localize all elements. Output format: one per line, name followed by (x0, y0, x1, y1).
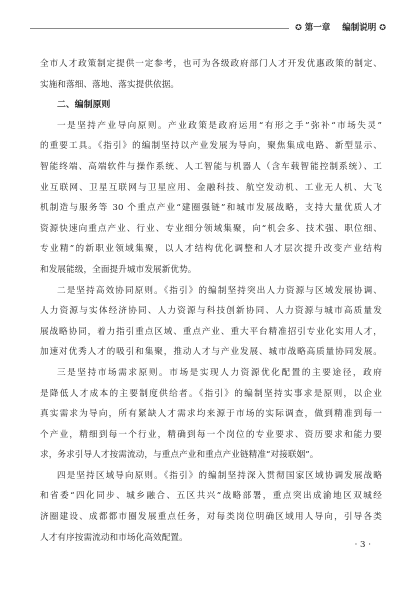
paragraph-line: 的重要工具。《指引》的编制坚持以产业发展为导向，聚焦集成电路、新型显示、 (40, 141, 382, 152)
paragraph-line: 业互联网、卫星互联网与卫星应用、金融科技、航空发动机、工业无人机、大飞 (40, 182, 382, 193)
diamond-bullet-icon: ✪ (295, 23, 302, 32)
paragraph-line: 机制造与服务等 30 个重点产业“建圈强链”和城市发展战略，支持大量优质人才 (40, 203, 382, 214)
paragraph-line: 二是坚持高效协同原则。《指引》的编制坚持突出人力资源与区域发展协调、 (57, 285, 382, 296)
paragraph-line: 人才有序按需流动和市场化高效配置。 (40, 532, 188, 543)
paragraph-line: 一是坚持产业导向原则。产业政策是政府运用“有形之手”弥补“市场失灵” (57, 120, 382, 131)
paragraph-line: 展战略协同，着力指引重点区域、重点产业、重大平台精准招引专业化实用人才， (40, 326, 382, 337)
paragraph-line: 求，务求引导人才按需流动，与重点产业和重点产业链精准“对接联姻”。 (40, 450, 319, 461)
paragraph-line: 专业精”的新职业领域集聚，以人才结构优化调整和人才层次提升改变产业结构 (40, 244, 382, 255)
paragraph-line: 真实需求为导向，所有紧缺人才需求均来源于市场的实际调查，做到精准到每一 (40, 409, 382, 420)
paragraph-line: 是降低人才成本的主要制度供给者。《指引》的编制坚持实事求是原则，以企业 (40, 388, 382, 399)
paragraph-line: 个产业，精细到每一个行业，精确到每一个岗位的专业要求、资历要求和能力要 (40, 429, 382, 440)
section-label: 编制说明 (342, 23, 377, 33)
paragraph-line: 全市人才政策制定提供一定参考，也可为各级政府部门人才开发优惠政策的制定、 (40, 59, 382, 69)
paragraph-line: 人力资源与实体经济协同、人力资源与科技创新协同、人力资源与城市高质量发 (40, 306, 382, 317)
chapter-tag (289, 18, 386, 38)
paragraph-line: 三是坚持市场需求原则。市场是实现人力资源优化配置的主要途径，政府 (57, 367, 382, 378)
diamond-bullet-icon: ✪ (379, 23, 386, 32)
paragraph-line: 四是坚持区域导向原则。《指引》的编制坚持深入贯彻国家区域协调发展战略 (57, 470, 382, 481)
paragraph-line: 资源快速向重点产业、行业、专业细分领域集聚，向“机会多、技术强、职位细、 (40, 223, 382, 234)
paragraph-line: 济圈建设、成都都市圈发展重点任务，对每类岗位明确区域用人导向，引导各类 (40, 512, 382, 523)
page-header (30, 18, 386, 42)
paragraph-line: 加速对优秀人才的吸引和集聚，推动人才与产业发展、城市战略高质量协同发展。 (40, 347, 382, 358)
paragraph-line: 实施和落细、落地、落实提供依据。 (40, 79, 180, 90)
section-heading: 二、编制原则 (57, 100, 111, 111)
chapter-label: 第一章 (304, 23, 331, 33)
page-number: · 3 · (354, 540, 371, 550)
paragraph-line: 和发展能级，全面提升城市发展新优势。 (40, 264, 197, 275)
paragraph-line: 和省委“四化同步、城乡融合、五区共兴”战略部署，重点突出成渝地区双城经 (40, 491, 382, 502)
paragraph-line: 智能终端、高端软件与操作系统、人工智能与机器人（含车载智能控制系统）、工 (40, 161, 382, 172)
page-body (40, 54, 382, 548)
